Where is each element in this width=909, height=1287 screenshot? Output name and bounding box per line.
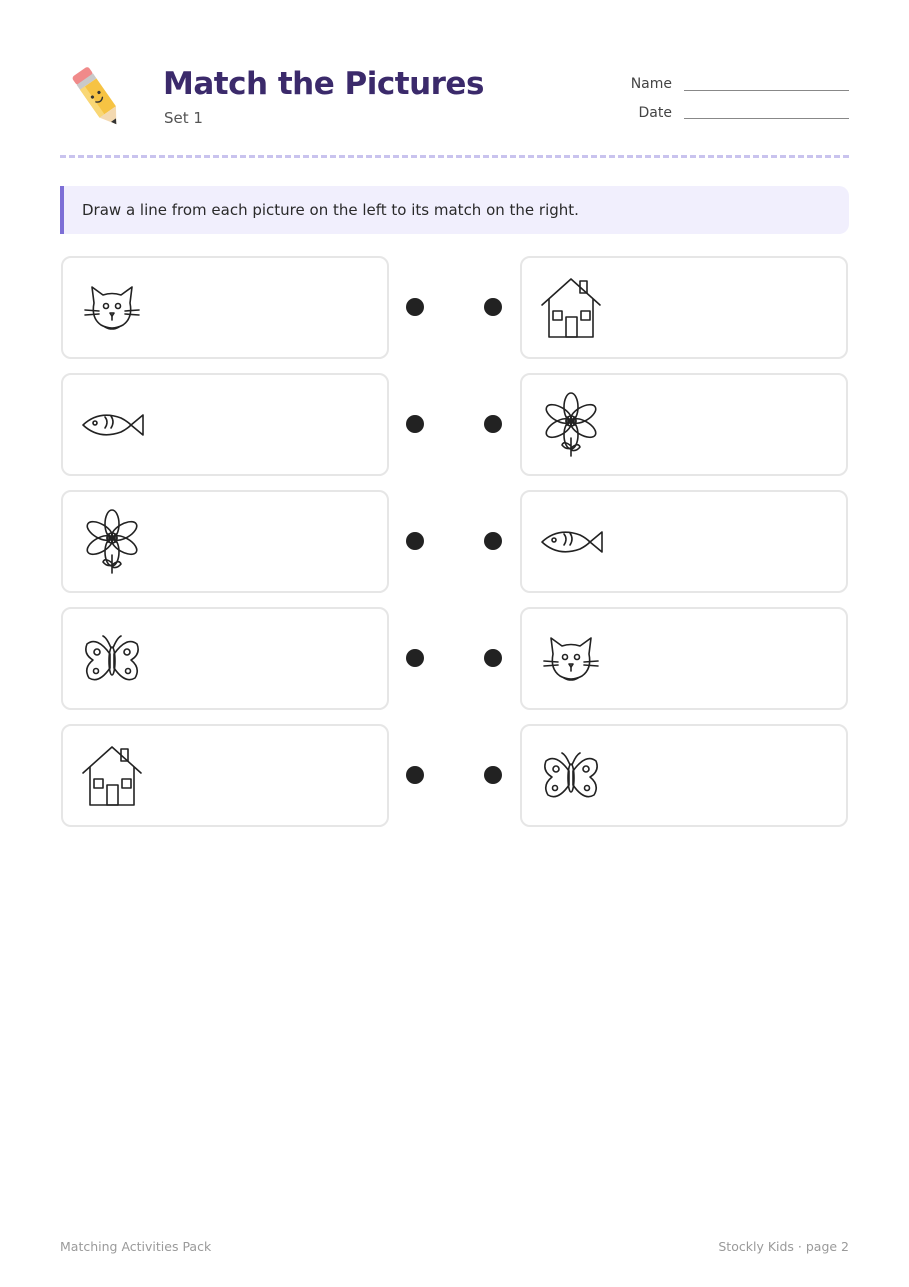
instruction-box <box>60 186 849 234</box>
name-field[interactable] <box>684 90 849 91</box>
left-card-5 <box>61 724 389 827</box>
left-match-dot-2[interactable] <box>406 415 424 433</box>
house-icon <box>536 273 606 343</box>
left-card-2 <box>61 373 389 476</box>
flower-icon <box>536 390 606 460</box>
cat-icon <box>77 273 147 343</box>
right-match-dot-2[interactable] <box>484 415 502 433</box>
fish-icon <box>536 507 606 577</box>
house-icon <box>77 741 147 811</box>
left-card-1 <box>61 256 389 359</box>
name-label: Name <box>630 76 672 92</box>
date-field[interactable] <box>684 118 849 119</box>
date-label: Date <box>638 105 672 121</box>
footer-left: Matching Activities Pack <box>60 1239 212 1254</box>
left-match-dot-5[interactable] <box>406 766 424 784</box>
left-card-4 <box>61 607 389 710</box>
flower-icon <box>77 507 147 577</box>
left-match-dot-4[interactable] <box>406 649 424 667</box>
butterfly-icon <box>77 624 147 694</box>
page-subtitle: Set 1 <box>164 109 203 127</box>
right-card-5 <box>520 724 848 827</box>
left-match-dot-1[interactable] <box>406 298 424 316</box>
pencil-icon <box>66 62 130 134</box>
page-title: Match the Pictures <box>163 66 484 102</box>
instruction-text: Draw a line from each picture on the left to its match on the right. <box>82 201 579 219</box>
right-card-2 <box>520 373 848 476</box>
right-match-dot-4[interactable] <box>484 649 502 667</box>
right-card-1 <box>520 256 848 359</box>
right-match-dot-1[interactable] <box>484 298 502 316</box>
right-card-3 <box>520 490 848 593</box>
right-card-4 <box>520 607 848 710</box>
butterfly-icon <box>536 741 606 811</box>
cat-icon <box>536 624 606 694</box>
right-match-dot-3[interactable] <box>484 532 502 550</box>
left-match-dot-3[interactable] <box>406 532 424 550</box>
right-match-dot-5[interactable] <box>484 766 502 784</box>
header-divider <box>60 155 849 158</box>
fish-icon <box>77 390 147 460</box>
footer-right: Stockly Kids · page 2 <box>718 1239 849 1254</box>
left-card-3 <box>61 490 389 593</box>
